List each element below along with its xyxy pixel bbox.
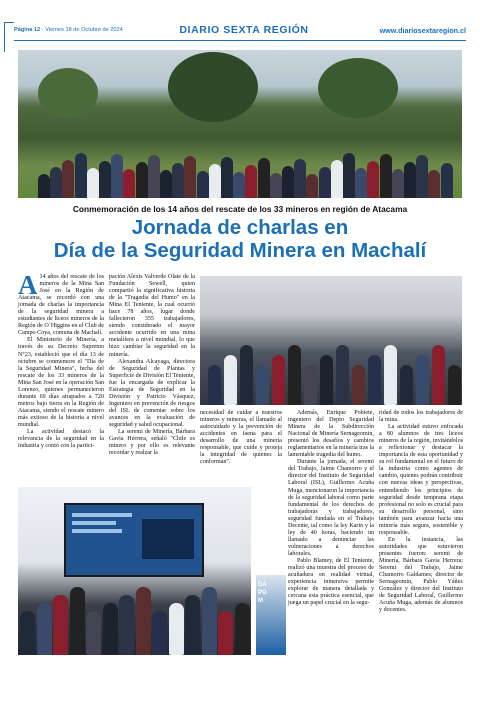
person-silhouette (352, 365, 365, 405)
website-link[interactable]: www.diariosextaregion.cl (379, 26, 466, 35)
tree-shape (318, 58, 398, 118)
person-silhouette (380, 154, 392, 198)
masthead: DIARIO SEXTA REGIÓN (179, 24, 309, 36)
person-silhouette (233, 172, 245, 198)
group-of-people (38, 142, 458, 198)
person-silhouette (184, 156, 196, 198)
issue-date: - Viernes 18 de Octubre de 2024 (40, 27, 123, 33)
header-rule (14, 40, 466, 41)
person-silhouette (240, 345, 253, 405)
person-silhouette (400, 365, 413, 405)
person-silhouette (169, 603, 184, 655)
person-silhouette (75, 153, 87, 198)
person-silhouette (319, 167, 331, 198)
person-silhouette (270, 173, 282, 198)
person-silhouette (235, 603, 250, 655)
text-column-1 (18, 270, 104, 450)
person-silhouette (70, 587, 85, 655)
person-silhouette (103, 603, 118, 655)
person-silhouette (123, 169, 135, 198)
paragraph: Alexandra Alcayaga, directora de Seguridad de Plantas y Superficie de División El Teniente, fue la encargada de explicar la Estrategia de Seguridad en la División y Patricio Vásquez, Ingeniero en prevención de riesgos del ISL de comentar sobre los avances en la evaluación de seguridad y salud ocupacional. (109, 358, 195, 428)
person-silhouette (416, 155, 428, 198)
corner-rule-horizontal (4, 22, 14, 23)
paragraph: Durante la jornada, el seremi del Trabajo, Jaime Chamorro y el director del Instituto de Seguridad Laboral (ISL), Guillermo Acuña Muga, mencionaron la importancia de la seguridad laboral como parte fundamental de los derechos de trabajadoras y trabajadores, seguridad fundada en el Trabajo Decente, tal como la ley Karin y la ley de 40 horas, haciendo un llamado a denunciar las vulneraciones a derechos laborales. (288, 459, 374, 557)
presentation-photo (18, 487, 251, 655)
person-silhouette (221, 157, 233, 198)
article-subtitle: Conmemoración de los 14 años del rescate de los 33 mineros en región de Atacama (72, 204, 408, 214)
corner-rule-vertical (4, 22, 5, 52)
person-silhouette (185, 595, 200, 655)
slide-image (142, 519, 194, 559)
slide-band (72, 529, 122, 533)
text-column-3 (200, 410, 282, 466)
person-silhouette (87, 168, 99, 198)
slide-band (72, 513, 132, 517)
text-column-5 (379, 410, 463, 614)
person-silhouette (343, 153, 355, 198)
slide-band (72, 521, 116, 525)
person-silhouette (282, 166, 294, 198)
paragraph: La seremi de Minería, Bárbara Gavia Herrera, señaló "Chile es minero y por ello es relevante recordar y realzar la (109, 429, 195, 457)
person-silhouette (304, 365, 317, 405)
person-silhouette (53, 595, 68, 655)
person-silhouette (320, 355, 333, 405)
person-silhouette (160, 170, 172, 198)
person-silhouette (294, 159, 306, 198)
paragraph: necesidad de cuidar a nuestros mineros y mineras, el llamado al autocuidado y la prevención de accidentes en faena para el desarrollo de una minería responsable, que cuide y proteja la integridad de quienes la conforman". (200, 410, 282, 466)
person-silhouette (224, 355, 237, 405)
person-silhouette (448, 365, 461, 405)
person-silhouette (355, 168, 367, 198)
title-line-2: Día de la Seguridad Minera en Machalí (53, 239, 427, 262)
audience-photo (200, 276, 462, 405)
paragraph: ridad de todos los trabajadores de la mina. (379, 410, 463, 424)
person-silhouette (331, 160, 343, 198)
person-silhouette (336, 345, 349, 405)
paragraph: En la instancia, las autoridades que estuvieron presentes fueron: seremi de Minería, Bárbara Gavia Herrera; Seremi del Trabajo, Jaime Chamorro Galdames; director de Sernageomin, Pablo Yáñez González y director del Instituto de Seguridad Laboral, Guillermo Acuña Muga, además de alumnos y docentes. (379, 536, 463, 614)
person-silhouette (306, 174, 318, 198)
person-silhouette (208, 365, 221, 405)
person-silhouette (367, 161, 379, 198)
person-silhouette (38, 174, 50, 198)
paragraph: 14 años del rescate de los mineros de la Mina San José en la Región de Atacama, se recordó con una jornada de charlas la importancia de la seguridad minera a estudiantes de liceos mineros de la Región de O´Higgins en el Club de Campo Coya, comuna de Machalí. (18, 274, 104, 337)
paragraph: pación Alexis Valverde Olate de la Fundación Sewell, quien compartió la significativa historia de la "Tragedia del Humo" en la Mina El Teniente, la cual ocurrió hace 78 años, lugar donde fallecieron 355 trabajadores, siendo considerado el mayor accidente ocurrido en una mina metalífera a nivel mundial, lo que hizo cambiar la seguridad en la minería. (109, 274, 195, 358)
page-number: Página 12 (14, 27, 41, 33)
person-silhouette (197, 171, 209, 198)
person-silhouette (432, 345, 445, 405)
dropcap: A (18, 270, 38, 300)
person-silhouette (441, 163, 453, 198)
title-line-1: Jornada de charlas en (131, 216, 349, 239)
tree-shape (38, 68, 98, 118)
person-silhouette (50, 167, 62, 198)
person-silhouette (136, 587, 151, 655)
person-silhouette (172, 163, 184, 198)
page-header (14, 22, 466, 44)
paragraph: Además, Enrique Pobiete, ingeniero del Depto Seguridad Minera de la Subdirección Nacional de Minería Sernageomin, presentó los desafíos y cambios reglamentarios en la minería tras la lamentable tragedia del humo. (288, 410, 374, 459)
paragraph: Pablo Blamey, de El Teniente, realizó una muestra del proceso de acuñadura en realidad virtual, experiencia inmersiva permite explorar de manera detallada y cercana esta práctica esencial, que juega un papel crucial en la segu- (288, 557, 374, 607)
person-silhouette (404, 162, 416, 198)
banner-text: DA PO M (258, 582, 267, 604)
person-silhouette (111, 154, 123, 198)
paragraph: La actividad estuvo enfocada a 80 alumnos de tres liceos mineros de la región, invitándolos a reflexionar y destacar la importancia de esta oportunidad y su rol fundamental en el futuro de la industria como agentes de cambio, quienes podrán contribuir con nuevas ideas y perspectivas, entendiendo los principios de seguridad desde temprana etapa profesional no solo es crucial para su desarrollo personal, sino también para avanzar hacia una minería más segura, sostenible y responsable. (379, 424, 463, 536)
paragraph: La actividad destacó la relevancia de la seguridad en la industria y contó con la partici- (18, 429, 104, 450)
person-silhouette (62, 160, 74, 198)
person-silhouette (384, 345, 397, 405)
person-silhouette (368, 355, 381, 405)
person-silhouette (416, 355, 429, 405)
person-silhouette (202, 587, 217, 655)
paragraph: El Ministerio de Minería, a través de su Decreto Supremo N°23, estableció que el día 13 de octubre se conmemore el "Día de la Seguridad Minera", fecha del rescate de los 33 mineros de la Mina San José en la operación San Lorenzo, quienes permanecieron durante 69 días atrapados a 720 metros bajo tierra en la Región de Atacama, siendo el rescate minero más exitoso de la historia a nivel mundial. (18, 337, 104, 428)
person-silhouette (428, 170, 440, 198)
person-silhouette (258, 158, 270, 198)
text-column-2 (109, 274, 195, 457)
person-silhouette (256, 365, 269, 405)
person-silhouette (209, 164, 221, 198)
page-info (14, 27, 123, 33)
person-silhouette (99, 161, 111, 198)
tree-shape (168, 52, 258, 122)
text-column-4 (288, 410, 374, 607)
projection-screen (64, 503, 204, 577)
person-silhouette (86, 611, 101, 655)
person-silhouette (37, 603, 52, 655)
person-silhouette (245, 165, 257, 198)
person-silhouette (288, 345, 301, 405)
person-silhouette (136, 162, 148, 198)
person-silhouette (152, 611, 167, 655)
person-silhouette (119, 595, 134, 655)
person-silhouette (148, 155, 160, 198)
person-silhouette (218, 611, 233, 655)
article-title (18, 216, 462, 262)
person-silhouette (392, 169, 404, 198)
group-photo (18, 50, 462, 198)
person-silhouette (20, 611, 35, 655)
person-silhouette (272, 355, 285, 405)
banner-photo (256, 575, 286, 655)
